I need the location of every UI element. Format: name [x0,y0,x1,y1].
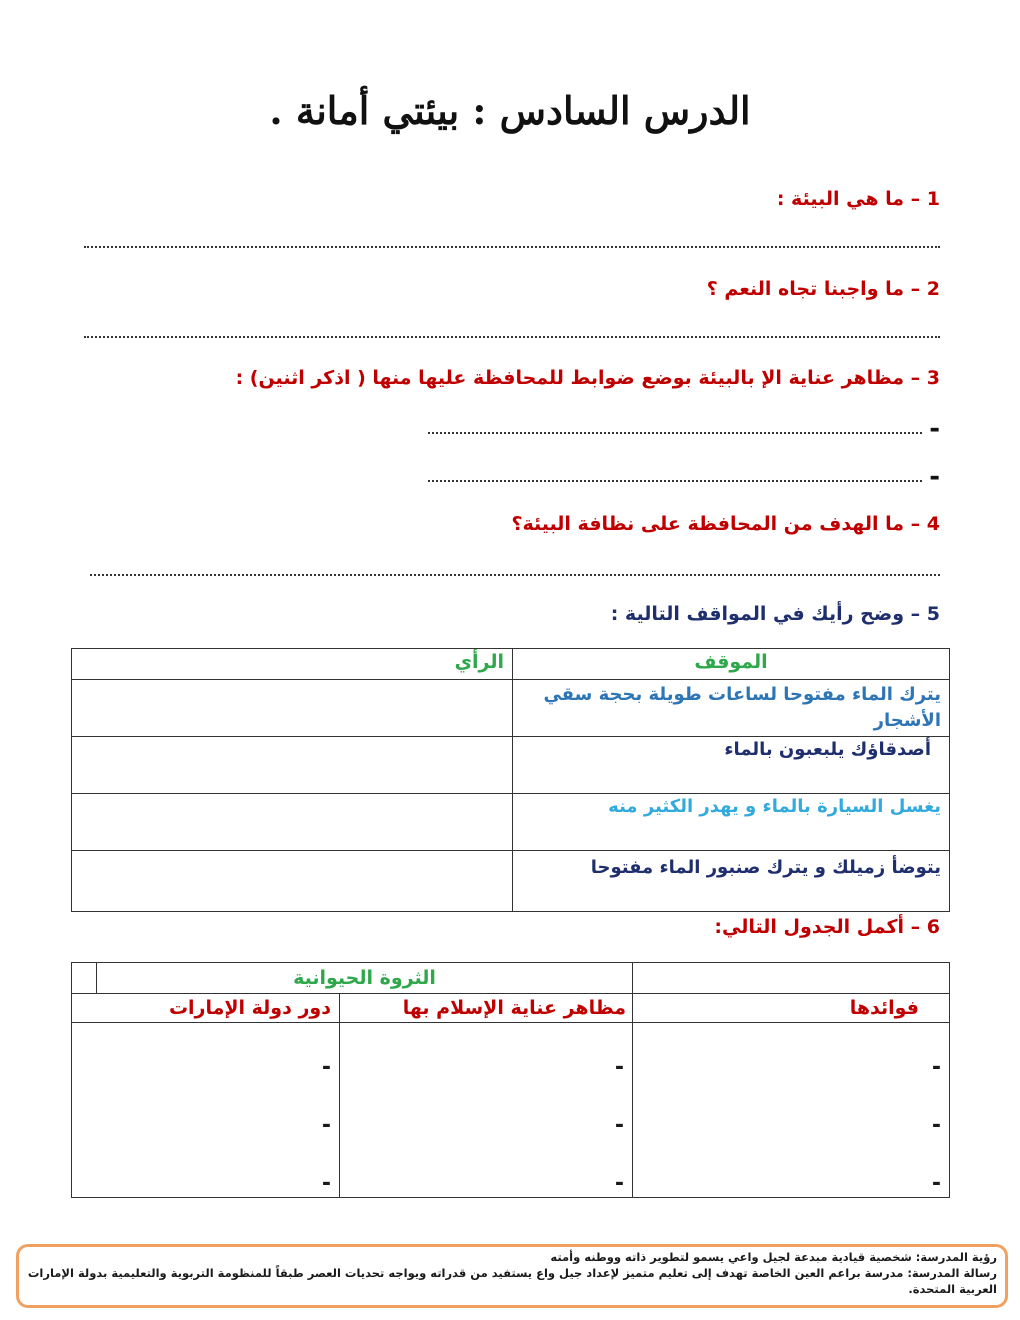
question-number: 6 – [910,916,940,938]
question-text: ما واجبنا تجاه النعم ؟ [706,278,905,300]
situation-cell: يترك الماء مفتوحا لساعات طويلة بحجة سقي الأشجار [513,680,950,737]
column-header-benefits: فوائدها [633,994,950,1023]
question-4 [511,513,940,535]
bullet-dash: - [929,462,940,492]
question-text: ما هي البيئة : [776,188,905,210]
uae-role-cell[interactable] [72,1023,340,1198]
situation-cell: يتوضأ زميلك و يترك صنبور الماء مفتوحا [513,851,950,912]
school-footer [16,1244,1008,1308]
bullet-dash: - [321,1171,331,1196]
bullet-dash: - [931,1171,941,1196]
bullet-dash: - [321,1113,331,1138]
bullet-dash: - [321,1055,331,1080]
question-1 [777,188,940,210]
super-header: الثروة الحيوانية [97,963,633,994]
livestock-table [71,962,950,1198]
question-number: 4 – [910,513,940,535]
question-2 [707,278,940,300]
answer-line-1[interactable] [84,246,940,248]
question-text: ما الهدف من المحافظة على نظافة البيئة؟ [511,513,905,535]
bullet-dash: - [614,1171,624,1196]
column-header-uae-role: دور دولة الإمارات [72,994,340,1023]
column-header-islam-care: مظاهر عناية الإسلام بها [340,994,633,1023]
question-6 [714,916,940,938]
question-3 [236,367,940,389]
bullet-dash: - [929,414,940,444]
bullet-dash: - [614,1055,624,1080]
opinion-cell[interactable] [72,794,513,851]
answer-line-4[interactable] [90,574,940,576]
bullet-dash: - [614,1113,624,1138]
question-5 [611,603,940,625]
question-text: وضح رأيك في المواقف التالية : [610,603,905,625]
opinion-cell[interactable] [72,851,513,912]
opinion-table [71,648,950,912]
header-edge [633,963,950,994]
question-number: 2 – [910,278,940,300]
benefits-cell[interactable] [633,1023,950,1198]
situation-cell: يغسل السيارة بالماء و يهدر الكثير منه [513,794,950,851]
page-title: الدرس السادس : بيئتي أمانة . [269,88,751,133]
answer-line-2[interactable] [84,336,940,338]
school-mission: رسالة المدرسة: مدرسة براعم العين الخاصة تهدف إلى تعليم متميز لإعداد جيل واع يستفيد من قدراته ويواجه تحديات العصر طبقاً للمنظومة التربوية والتعليمية بدولة الإمارات العربية المتحدة. [27,1266,997,1296]
question-text: مظاهر عناية الإ بالبيئة بوضع ضوابط للمحافظة عليها منها ( اذكر اثنين) : [235,367,905,389]
islam-care-cell[interactable] [340,1023,633,1198]
question-number: 1 – [910,188,940,210]
question-number: 5 – [910,603,940,625]
question-number: 3 – [910,367,940,389]
situation-cell: أصدقاؤك يلبعبون بالماء [513,737,950,794]
question-text: أكمل الجدول التالي: [714,916,905,938]
header-situation: الموقف [513,649,950,680]
answer-line-3a[interactable] [428,432,922,434]
bullet-dash: - [931,1113,941,1138]
opinion-cell[interactable] [72,737,513,794]
bullet-dash: - [931,1055,941,1080]
header-opinion: الرأي [72,649,513,680]
header-edge [72,963,97,994]
opinion-cell[interactable] [72,680,513,737]
answer-line-3b[interactable] [428,480,922,482]
school-vision: رؤية المدرسة: شخصية قيادية مبدعة لجيل واعي يسمو لتطوير ذاته ووطنه وأمته [550,1250,997,1264]
